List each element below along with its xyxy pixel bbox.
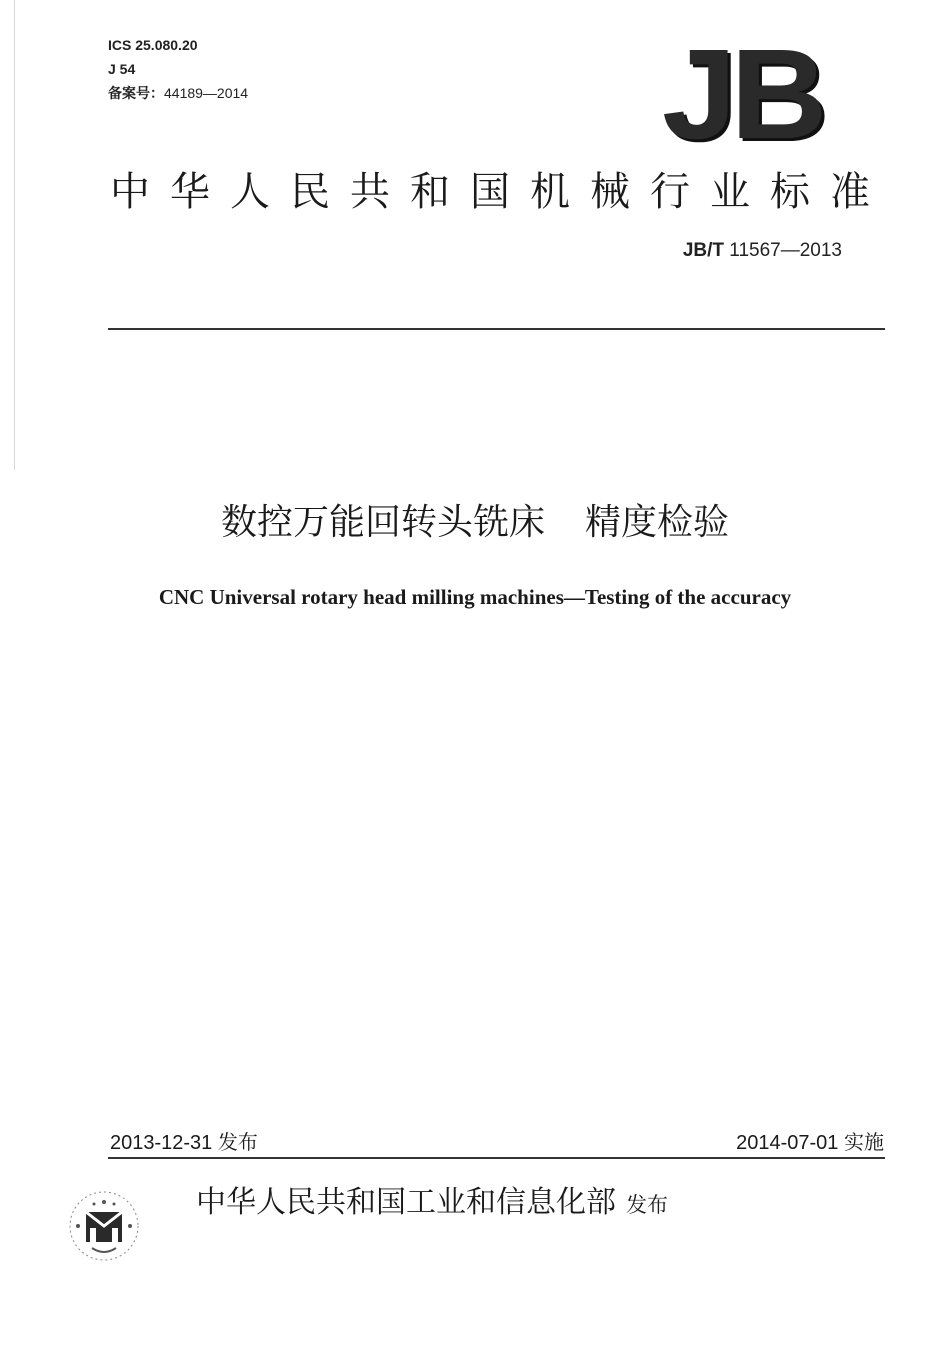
document-title-zh	[0, 498, 950, 548]
bottom-divider	[108, 1157, 885, 1159]
standard-category-title: 中华人民共和国机械行业标准	[110, 169, 890, 215]
scan-edge-divider	[14, 0, 15, 470]
ministry-seal-icon	[66, 1188, 142, 1264]
top-divider	[108, 328, 885, 330]
implementation-date-label: 实施	[844, 1132, 884, 1154]
standard-number-prefix: JB/T	[682, 240, 725, 261]
issue-date	[110, 1126, 258, 1155]
ics-code: ICS 25.080.20	[108, 37, 198, 53]
publisher-label: 发布	[626, 1193, 668, 1217]
document-title-en: CNC Universal rotary head milling machines—Testing of the accuracy	[158, 585, 792, 609]
implementation-date-value: 2014-07-01	[736, 1132, 839, 1154]
filing-value: 44189—2014	[164, 85, 249, 101]
ccs-code: J 54	[108, 61, 136, 77]
filing-number	[108, 81, 248, 105]
document-title-zh-part1: 数控万能回转头铣床	[220, 502, 545, 543]
publisher-name: 中华人民共和国工业和信息化部	[196, 1185, 616, 1220]
standard-number-value: 11567—2013	[729, 240, 842, 261]
jb-logo: JB	[662, 23, 822, 166]
standard-number	[683, 240, 842, 262]
filing-label: 备案号：	[108, 85, 164, 101]
issue-date-value: 2013-12-31	[110, 1132, 213, 1154]
implementation-date	[736, 1126, 884, 1155]
issue-date-label: 发布	[217, 1132, 258, 1154]
publisher	[196, 1180, 668, 1228]
document-title-zh-part2: 精度检验	[585, 502, 730, 543]
classification-block	[108, 33, 248, 105]
